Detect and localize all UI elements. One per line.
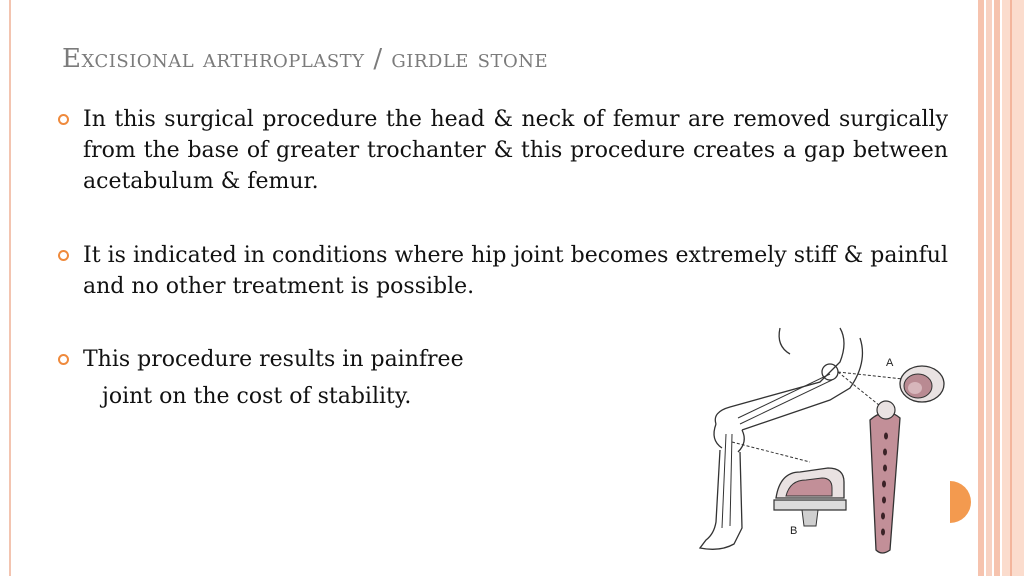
right-border-stripe — [994, 0, 1000, 576]
hip-knee-implant-diagram — [690, 322, 980, 558]
right-border-stripe — [1010, 0, 1012, 576]
bullet-item — [58, 104, 948, 200]
left-border-stripe — [9, 0, 11, 576]
femoral-stem — [870, 401, 900, 553]
bullet-text-continuation: joint on the cost of stability. — [102, 384, 412, 409]
slide-title: Excisional arthroplasty / girdle stone — [62, 44, 549, 74]
leg-outline — [700, 328, 862, 549]
right-border-stripe — [1002, 0, 1024, 576]
bullet-item — [58, 240, 948, 304]
bullet-text: It is indicated in conditions where hip joint becomes extremely stiff & painful and no other treatment is possible. — [83, 243, 948, 299]
circle-bullet-icon — [58, 114, 69, 125]
figure-label-a: A — [886, 357, 894, 369]
circle-bullet-icon — [58, 250, 69, 261]
bullet-text: This procedure results in painfree — [83, 347, 464, 372]
bullet-text: In this surgical procedure the head & neck of femur are removed surgically from the base of greater trochanter & this procedure creates a gap between acetabulum & femur. — [83, 107, 948, 194]
knee-implant — [774, 468, 846, 526]
acetabular-cup — [900, 366, 944, 402]
figure-label-b: B — [790, 525, 798, 537]
half-circle-accent — [950, 481, 976, 523]
right-border-stripe — [986, 0, 992, 576]
circle-bullet-icon — [58, 354, 69, 365]
